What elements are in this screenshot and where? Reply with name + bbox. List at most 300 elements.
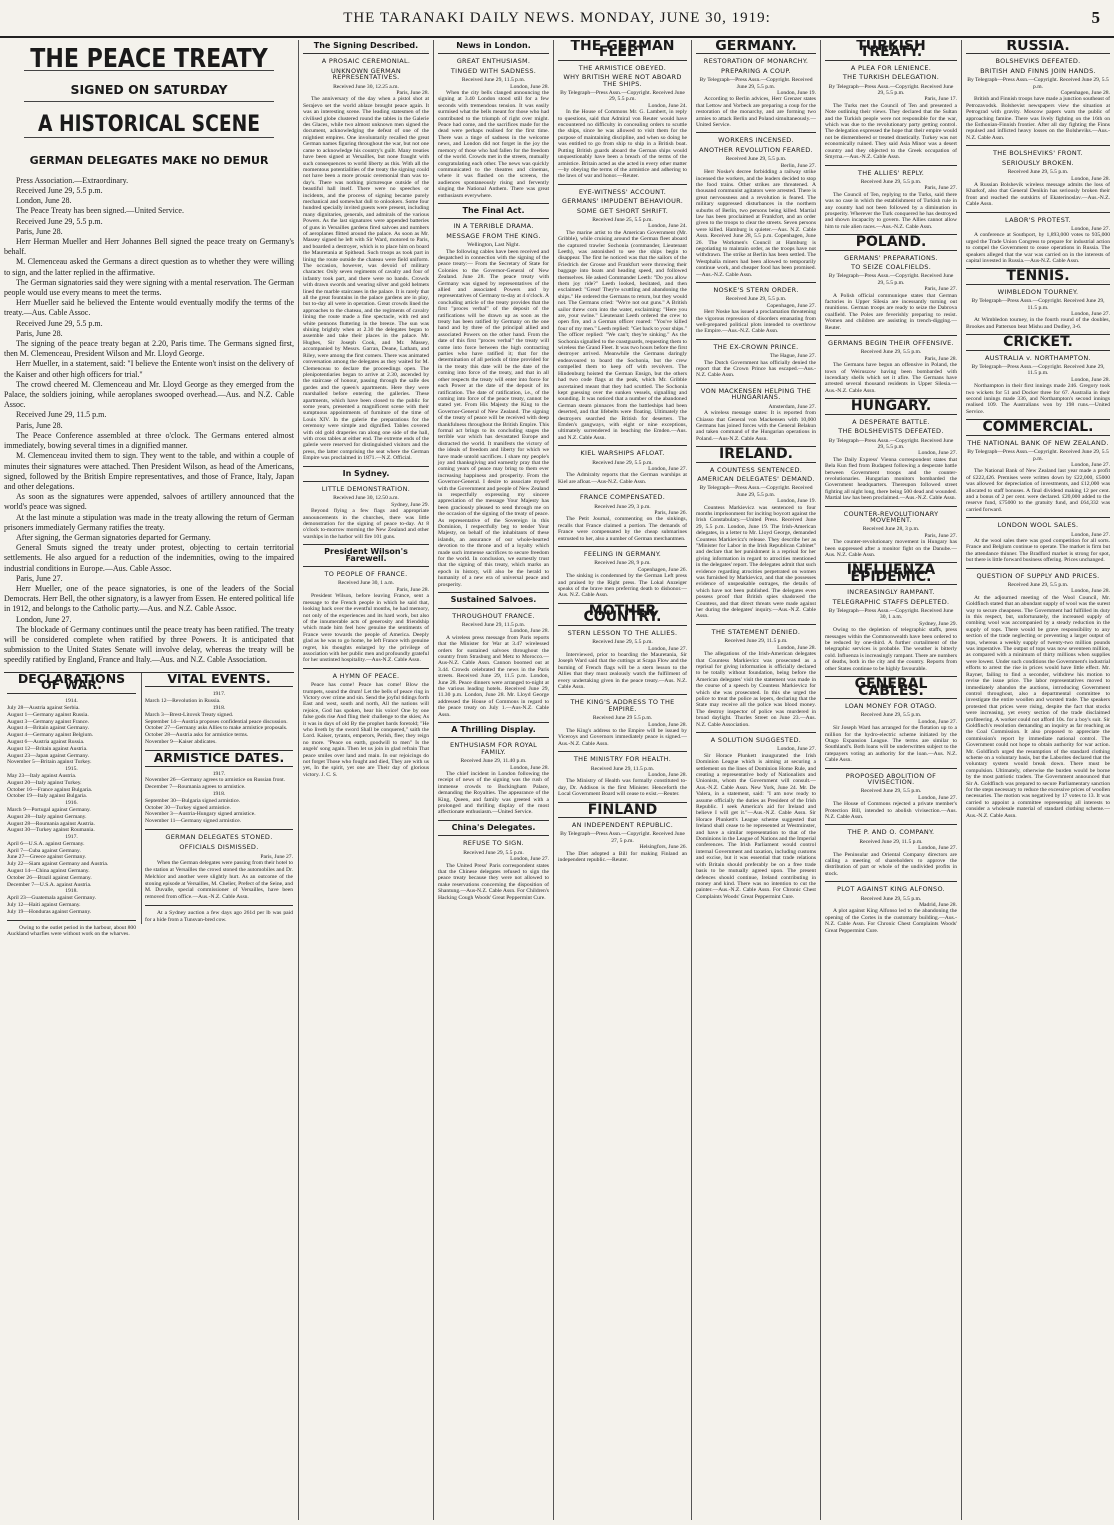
news-subheadline: COUNTER-REVOLUTIONARY MOVEMENT. xyxy=(843,509,939,524)
news-subheadline: SOME GET SHORT SHRIFT. xyxy=(576,206,669,215)
list-item: March 3—Brest-Litovsk Treaty signed. xyxy=(145,711,234,718)
news-subheadline: VON MACKENSEN HELPING THE HUNGARIANS. xyxy=(700,386,812,402)
news-subheadline: QUESTION OF SUPPLY AND PRICES. xyxy=(976,571,1100,580)
news-subheadline: STERN LESSON TO THE ALLIES. xyxy=(567,628,678,637)
divider xyxy=(696,624,816,625)
received-line: By Telegraph—Press Assn.—Copyright. Received June 29, 5.5 p.m. xyxy=(699,77,813,90)
list-item: August 4—Britain against Germany. xyxy=(7,725,89,732)
received-line: Received June 29, 5.5 p.m. xyxy=(860,349,922,356)
article-paragraph: London, June 27. xyxy=(16,614,72,624)
dateline: London, June 27. xyxy=(918,794,957,801)
news-subheadline: THE P. AND O. COMPANY. xyxy=(847,828,935,837)
news-headline: President Wilson's Farewell. xyxy=(324,547,408,563)
list-item: July 19—Honduras against Germany. xyxy=(7,908,92,915)
declarations-1918 xyxy=(7,895,136,915)
received-line: Received June 30, 12.25 a.m. xyxy=(333,83,399,90)
armistice-dates-title: ARMISTICE DATES. xyxy=(153,749,285,765)
received-line: Received June 29, 5.5 p.m. xyxy=(592,459,653,466)
news-item xyxy=(438,43,549,199)
news-headline: THE GERMAN FLEET xyxy=(570,40,675,61)
news-subheadline: MESSAGE FROM THE KING. xyxy=(446,231,541,240)
news-subheadline: A HYMN OF PEACE. xyxy=(332,671,400,680)
dateline: London, June 27. xyxy=(777,746,816,753)
news-subheadline: TO PEOPLE OF FRANCE. xyxy=(324,570,408,579)
news-body: The Turks met the Council of Ten and presented a Note outlining their views. They declared that the Sultan and the Turkish people were not responsible for the war, which was due to the revolutionary party getting control. The delegation expressed the hope that their empire would not be dismembered or treated drastically. Turkey was not economically ruined. They said Asia Minor was a desert country and they objected to the Greek occupation of Smyrna.—Aus.-N.Z. Cable Assn. xyxy=(825,102,957,161)
news-headline: HUNGARY. xyxy=(850,398,932,415)
year-heading: 1917. xyxy=(212,691,226,698)
dateline: Sydney, June 29. xyxy=(391,501,429,508)
article-paragraph: The blockade of Germany continues until the peace treaty has been ratified. The treaty will be considered complete when ratified by three Powers. It is anticipated that submission to the United States Senate will involve delay, whereas the treaty will be speedily ratified by England, France and Italy.—Aus. and N.Z. Cable Association. xyxy=(4,624,294,665)
news-body: The Daily Express' Vienna correspondent states that Bela Kun fled from Budapest following a desperate battle between Government troops and the counter-revolutionaries. Hungarian monitors bombarded the Government headquarters. Thereupon followed street fighting all night long, there being 500 dead and wounded. Martial law has been proclaimed.—Aus.-N.Z. Cable Assn. xyxy=(825,456,957,502)
article-paragraph: M. Clemenceau asked the Germans a direct question as to whether they were willing to sign, and the latter replied in the affirmative. xyxy=(4,257,294,277)
divider xyxy=(303,544,429,545)
news-subheadline: GERMANS' IMPUDENT BEHAVIOUR. xyxy=(561,197,684,206)
news-item xyxy=(966,517,1110,563)
article-paragraph: Received June 29, 11.5 p.m. xyxy=(16,410,107,420)
dateline: Paris, June 27. xyxy=(924,532,957,539)
article-paragraph: Paris, June 27. xyxy=(16,573,63,583)
article-paragraph: Paris, June 28. xyxy=(16,420,63,430)
news-subheadline: THE STATEMENT DENIED. xyxy=(711,627,801,636)
news-subheadline: TELEGRAPHIC STAFFS DEPLETED. xyxy=(832,597,950,606)
dateline: London, June 27. xyxy=(1071,531,1110,538)
article-paragraph: The crowd cheered M. Clemenceau and Mr. Lloyd George as they emerged from the Palace, the soldiers joining, while aeroplanes swooped overhead.—Aus. and N.Z. Cable Assoc. xyxy=(4,379,294,410)
news-body: The anniversary of the day when a pistol shot at Serajevo set the world ablaze brought peace again. It was an interesting scene. The leading statesmen of the civilised globe clustered round the tables in the Galerie des Glaces, while two almost unknown men signed the document, acknowledging the defeat of one of the mightiest empires. One involuntarily recalled the great German names figuring throughout the war, but not one came to acknowledge his country's guilt. Many treaties have been signed at Versailles, but none fraught with such consequences to world liberty as this. With all the momentous potentialities of the treaty the signing could not have been a more prosaic ceremonial than was to-day's. There was nothing picturesque outside of the beautiful hall itself. There were no speeches or incidents, and the process of signing became purely mechanical and somewhat dull to onlookers. Some four hundred specially invited guests were present, including many dignitaries, generals, and admirals of the various Powers. As the last signatures were appended batteries of guns in Versailles gardens fired salvoes and numbers of aeroplanes flitted around the palace. As soon as Mr. Massey signed he left with Sir Ward, motored to Paris, and boarded a destroyer, which is to place him on board the Mauretania at Spithead. Such troops as took part in lining the route outside the chateau were field uniform. The occasion, however, was devoid of military character. Only seven regiments of cavalry and four of infantry took part, and there were no bands. Crowds with drawn swords and wearing silver and gold helmets lined the marble staircases in the palace. It is rarely that all the great fountains in the palace gardens are in play, but to-day all were in operation. Great crowds lined the approaches to the chateau, and the regiments of cavalry lining the route made a fine spectacle, with red and white pennons fluttering in the breeze. The sun was shining brightly when at 2.30 the delegates began to assemble and take their places in the palace. Mr. Hughes, Sir Joseph Cook, and Mr. Massey, accompanied by Messrs. Garran, Deane, Latham, and Riley, were among the first comers. There was animated conversation among the delegates as they waited for M. Clemenceau to declare the proceedings open. The plenipotentiaries began to arrive at 2.30, ascended by the staircase of honour, passing through the salle des gardes and the queen's apartments. Here they were marshalled before entering the galleries. These apartments, which have been closed to the public for some years, presented a magnificent scene with their sumptuous appointments of furniture of the time of Louis XIV. In the galerie the preparations for the ceremony were simple and dignified. Tables covered with old gold draperies ran along one side of the hall, with cross tables at either end. The extreme ends of the galerie were reserved for distinguished visitors and the press, the latter comprising the seat where the German Empire was proclaimed in 1871.—N.Z. Official. xyxy=(303,96,429,462)
received-line: Received June 29 5.5 p.m. xyxy=(592,715,653,722)
news-body: The Council of Ten, replying to the Turks, said there was no case in which the establishment of Turkish rule in any country had not been followed by a diminution in prosperity. Wherever the Turk conquered he has destroyed and shown incapacity to govern. The Allies cannot allow him to rule alien races.—Aus.-N.Z. Cable Assn. xyxy=(825,191,957,230)
received-line: Received June 30, 1 a.m. xyxy=(337,580,395,587)
divider xyxy=(696,732,816,733)
list-item: November 9—Kaiser abdicates. xyxy=(145,738,217,745)
news-subheadline: A PLEA FOR LENIENCE. xyxy=(850,63,932,72)
news-subheadline: RESTORATION OF MONARCHY. xyxy=(703,57,809,66)
list-item: August 3—Germany against France. xyxy=(7,718,90,725)
year-heading: 1917. xyxy=(65,834,78,841)
divider xyxy=(24,101,274,102)
news-body: At Wimbledon tourney, in the fourth round of the doubles, Brookes and Patterson beat Mishu and Dudley, 3-6. xyxy=(966,317,1110,330)
divider xyxy=(825,335,957,336)
dateline: The Hague, June 27. xyxy=(769,353,816,360)
news-subheadline: PLOT AGAINST KING ALFONSO. xyxy=(837,885,945,894)
news-item xyxy=(966,334,1110,415)
news-item xyxy=(438,722,549,816)
list-item: August 12—Britain against Austria. xyxy=(7,745,88,752)
news-body: The Germans have begun an offensive in Poland, the town of Weiruszow having been bombarded with incendiary shells which set it afire. The Germans have arrested several thousand residents in Upper Silesia.—Aus.-N.Z. Cable Assn. xyxy=(825,362,957,394)
dateline: London, June 28. xyxy=(648,772,687,778)
declarations-1917 xyxy=(7,841,136,889)
news-subheadline: LONDON WOOL SALES. xyxy=(997,521,1079,530)
news-item xyxy=(558,694,687,747)
dateline: London, June 27. xyxy=(648,465,687,472)
article-paragraph: Paris, June 28. xyxy=(16,328,63,338)
dateline: Paris, June 27. xyxy=(924,185,957,192)
received-line: Received June 25, 5.5 p.m. xyxy=(592,216,653,223)
divider xyxy=(696,132,816,133)
list-item: March 12—Revolution in Russia. xyxy=(145,698,221,705)
dateline: London, June 28. xyxy=(510,628,549,635)
divider xyxy=(303,668,429,669)
news-item xyxy=(558,40,687,180)
year-heading: 1917. xyxy=(212,770,226,777)
dateline: London, June 24. xyxy=(648,223,687,230)
list-item: April 7—Cuba against Germany. xyxy=(7,847,81,854)
news-body: A wireless message states: It is reported from Chiasso that General von Mackensen with 10,000 Germans has joined forces with the General Belakun and taken command of the Hungarian operations in Poland.—Aus-N.Z. Cable Assn. xyxy=(696,410,816,442)
news-subheadline: AMERICAN DELEGATES' DEMAND. xyxy=(697,474,815,483)
received-line: By Telegraph—Press Assn.—Copyright. Received June 29, 5.5 p.m. xyxy=(699,485,813,498)
news-body: According to Berlin advices, Herr Grenzer states that Lettow and Vorbeck are preparing a coup for the restoration of the monarchy, and are forming two armies to attack Berlin and Poland simultaneously.—United Service. xyxy=(696,96,816,129)
news-body: The Peninsular and Oriental Company directors are calling a meeting of shareholders to approve the distribution of part or whole of the undivided profits in stock. xyxy=(825,851,957,877)
news-headline: China's Delegates. xyxy=(451,822,536,832)
headline-peace-treaty: THE PEACE TREATY xyxy=(30,44,268,74)
dateline: London, June 27. xyxy=(918,450,957,457)
year-heading: 1914. xyxy=(65,698,78,705)
article-paragraph: M. Clemenceau invited them to sign. They went to the table, and within a couple of minutes their signatures were attached. Then President Wilson, as head of the Americans, signed, followed by the British Empire representatives, and those of France, Italy, Japan and other delegations. xyxy=(4,451,294,491)
article-paragraph: As soon as the signatures were appended, salvoes of artillery announced that the world's peace was signed. xyxy=(4,492,294,512)
news-subheadline: PREPARING A COUP. xyxy=(721,66,791,75)
article-paragraph: The German signatories said they were signing with a mental reservation. The German people would use every means to meet the terms. xyxy=(4,277,294,298)
dateline: Copenhagen, June 28. xyxy=(1060,90,1110,97)
article-paragraph: General Smuts signed the treaty under protest, objecting to certain territorial settlements. He also argued for a reduction of the indemnities, owing to the impaired industrial conditions in Europe.—Aus. Cable Assoc. xyxy=(4,543,294,573)
news-body: The chief incident in London following the receipt of news of the signing was the rush of immense crowds to Buckingham Palace, demanding the Royalties. The appearance of the King, Queen, and family was greeted with a prolonged and thrilling display of the most affectionate enthusiasm.—United Service. xyxy=(438,771,549,816)
article-paragraph: Received June 29, 5.5 p.m. xyxy=(16,318,103,328)
news-subheadline: TO SEIZE COALFIELDS. xyxy=(850,262,932,271)
lower-columns xyxy=(4,670,294,938)
received-line: Received June 29, 5.5 p.m. xyxy=(860,712,922,719)
dateline: London, June 24. xyxy=(648,102,687,109)
list-item: June 27—Greece against Germany. xyxy=(7,854,87,861)
news-subheadline: THE BOLSHEVISTS DEFEATED. xyxy=(838,427,944,436)
news-subheadline: PROPOSED ABOLITION OF VIVISECTION. xyxy=(845,771,937,786)
news-subheadline: TINGED WITH SADNESS. xyxy=(450,66,537,75)
news-subheadline: BRITISH AND FINNS JOIN HANDS. xyxy=(980,66,1096,75)
masthead xyxy=(0,0,1114,38)
list-item: April 23—Guatemala against Germany. xyxy=(7,895,97,902)
list-item: March 9—Portugal against Germany. xyxy=(7,806,91,813)
hide-auction-note: At a Sydney auction a few days ago 261d per lb was paid for a hide from a Tunsvan-bred cow. xyxy=(145,910,293,923)
list-item: December 7—Roumania agrees to armistice. xyxy=(145,784,246,791)
dateline: Paris, June 27. xyxy=(260,853,293,860)
received-line: Received June 29, 5.5 p.m. xyxy=(1007,169,1069,176)
dateline: Paris, June 28. xyxy=(924,355,957,362)
news-body: At the wool sales there was good competition for all sorts. France and Belgium continue to operate. The market is firm but the attendance thinner. The Bradford market is strong for spot, but there is little forward business offering. Prices unchanged. xyxy=(966,537,1110,564)
dateline: Copenhagen, June 26. xyxy=(637,566,687,573)
received-line: Received June 29, 11.5 p.m. xyxy=(590,765,655,772)
news-item xyxy=(825,881,957,934)
news-headline: The Final Act. xyxy=(462,205,525,215)
news-item xyxy=(966,145,1110,207)
news-item xyxy=(303,466,429,541)
news-headline: POLAND. xyxy=(855,234,927,251)
list-item: August 23—Japan against Germany. xyxy=(7,752,89,759)
news-body: The Admiralty reports that the German warships at Kiel are afloat.—Aus-N.Z. Cable Assn. xyxy=(558,472,687,485)
news-item xyxy=(303,43,429,462)
divider xyxy=(966,212,1110,213)
news-subheadline: A SOLUTION SUGGESTED. xyxy=(710,735,802,744)
news-item xyxy=(558,802,687,864)
headline-historical-scene: A HISTORICAL SCENE xyxy=(37,112,261,138)
received-line: By Telegraph—Press Assn.—Copyright. Received June 29, 5.5 p.m. xyxy=(828,83,954,97)
subheadline-signed: SIGNED ON SATURDAY xyxy=(70,82,228,98)
news-item xyxy=(303,668,429,779)
list-item: October 19—Italy against Bulgaria. xyxy=(7,793,88,800)
dateline: London, June 28. xyxy=(510,764,549,771)
news-body: Countess Markievicz was sentenced to four months imprisonment for inciting boycott against the Irish Constabulary.—United Press. Received June 29, 5.5 p.m. London, June 19. The Irish-American delegates, in a letter to Mr. Lloyd George, demanded Countess Markievicz's release. They describe her as "Minister for Labor in the Irish Republican Cabinet" and declare that her punishment is a reprisal for her giving information in regard to atrocities mentioned in the delegates' report. The delegates admit that such evidence regarding atrocities perpetrated on women was furnished by Markievicz, and that she possesses evidence of unspeakable outrages, the details of which have not been published. The delegates even possess proof that British spies shadowed the Countess, and that direct threats were made against her during the delegates' inquiry.—Aus.-N.Z. Cable Assn. xyxy=(696,504,816,620)
news-body: A Russian Bolshevik wireless message admits the loss of Kharkof, also that General Denikin has seriously broken their front and reached the outskirts of Ekaterinoslav.—Aus.-N.Z. Cable Assn. xyxy=(966,181,1110,208)
received-line: By Telegraph—Press Assn.—Copyright. Received June 29, 11.5 p.m. xyxy=(971,298,1105,311)
news-subheadline: THE BOLSHEVIKS' FRONT. xyxy=(993,149,1083,158)
news-body: British and Finnish troops have made a junction southeast of Petrozavodsk. Bolshevist newspapers view the situation at Petrograd with gravity. Moscow papers warn the public of approaching famine. There was lively fighting on the 16th on the Esthonian-Finnish frontier. After all day fighting the Finns repulsed and inflicted heavy losses on the Bolsheviks.—Aus.-N.Z. Cable Assn. xyxy=(966,96,1110,141)
news-subheadline: GERMANS BEGIN THEIR OFFENSIVE. xyxy=(828,339,954,348)
list-item: November 3—Austria-Hungary signed armistice. xyxy=(145,811,256,818)
news-headline: News in London. xyxy=(456,41,531,50)
list-item: July 22—Siam against Germany and Austria. xyxy=(7,861,109,868)
news-item xyxy=(825,165,957,231)
news-item xyxy=(825,398,957,501)
news-body: A wireless press message from Paris reports that the Minister for War at 3.47 wirelessed orders for sustained salvoes throughout the country from Strasburg and Metz to Morocco.—Aus-N.Z. Cable Assn. Cannon boomed out at 3.44. Crowds celebrated the news in the Paris streets. Received June 29, 11.5 p.m. London, June 28. Peace dinners were arranged to-night at the various leading hotels. Received June 29, 11.30 p.m. London, June 28. Mr. Lloyd George addressed the House of Commons in regard to the peace treaty on July 1.—Aus-N.Z. Cable Assn. xyxy=(438,634,549,718)
divider xyxy=(558,489,687,490)
news-item xyxy=(558,445,687,485)
news-body: President Wilson, before leaving France, sent a message to the French people in which he said that, looking back over the eventful months, he had memory, not only of the experiences and its hard work, but also of the innumerable acts of generosity and friendship which made him feel how genuine the sentiments of France were towards the people of America. Deeply glad as he was to go home, he left France with genuine regret, his thoughts enlarged by the privilege of association with her public men and profoundly grateful for her unstinted hospitality.—Aus-N.Z. Cable Assn. xyxy=(303,593,429,664)
news-headline: GENERAL CABLES. xyxy=(854,676,928,699)
armistice-1917 xyxy=(145,777,293,791)
news-subheadline: IN A TERRIBLE DRAMA. xyxy=(453,222,534,231)
vital-1917 xyxy=(145,698,293,705)
list-item: October 30—Turkey signed armistice. xyxy=(145,804,231,811)
page-number: 5 xyxy=(1091,8,1100,27)
received-line: Received June 29, 5.5 p.m. xyxy=(592,639,653,646)
list-item: August 28—Italy against Germany. xyxy=(7,813,87,820)
received-line: Received June 29, 3 p.m. xyxy=(594,503,651,510)
news-body: The Ministry of Health was formally constituted to-day, Dr. Addison is the first Minister. Henceforth the Local Government Board will cease to exist.—Reuter. xyxy=(558,778,687,798)
dateline: London, June 28. xyxy=(1071,588,1110,595)
news-body: At the adjourned meeting of the Wool Council, Mr. Goldfinch stated that an abundant supply of wool was the surest way to secure cheapness. The Government had fulfilled its duty in this respect, but, unfortunately, the increased supply of combing wool was accompanied by a steady reduction in the supply of tops. There would be grave responsibility to any section of the trade neglecting or preventing a larger output of tops, whereas a weekly supply of twenty-two million pounds was imperative. The output of tops was now seventeen million, as compared with a minimum of thirty millions when supplies were lowest. Under such conditions the Government's industrial efforts to arrest the rise in prices would have little effect. Mr. Rayner, failing to find a seconder, withdrew his motion to revise the issue price. The labor representatives moved to immediately abandon the auctions, introducing Government control throughout, also a departmental committee to investigate the entire woollen and worsted trade. The speakers protested that prices were rising, despite the fact that stocks were increasing, yet every section of the trade disclaimed profiteering. A worker could not afford 10s. for a boy's suit. Sir Goldfinch's resolution demanding an inquiry as far reaching as the Coal Commission. It also proposed to appreciate the commission's report by immediate national control. The Government could not hope to obtain authority for war action. Mr. Goldfinch urged the resumption of the standard clothing scheme on a voluntary basis, but the Laborites declared that the voluntary system would break down. There must be compulsion. Ultimately, otherwise the burden would be borne by the most patriotic traders. The Government announced that Sir A. Goldfinch was prepared to secure Parliamentary sanction for the steps necessary to reduce the excessive prices of woollen necessaries. The motion was negatived by 17 votes to 13. It was carried to appoint a committee representing all interests to consider a wholesale material of standard clothing scheme.—Aus.-N.Z. Cable Assn. xyxy=(966,594,1110,819)
received-line: By Telegraph—Press Assn.—Copyright. Received June 30, 1 a.m. xyxy=(828,608,954,621)
news-headline: MOTHER COUNTRY. xyxy=(583,602,662,626)
treaty-article-body xyxy=(4,176,294,666)
column-signing-described xyxy=(298,40,433,1520)
list-item: October 28—Austria asks for armistice terms. xyxy=(145,732,249,739)
column-news-in-london xyxy=(433,40,553,1520)
news-body: Interviewed, prior to boarding the Mauretania, Sir Joseph Ward said that the cuttings at Scapa Flow and the burning of French flags will be a stern lesson to the Allies that they must zealously watch the fulfilment of every undertaking given in the peace treaty.—Aus. N.Z. Cable Assn. xyxy=(558,651,687,690)
column-turkish-treaty xyxy=(820,40,961,1520)
article-paragraph: The Peace Conference assembled at three o'clock. The Germans entered almost immediately, bowing several times in a dignified manner. xyxy=(4,430,294,451)
news-item xyxy=(558,751,687,797)
news-subheadline: LOAN MONEY FOR OTAGO. xyxy=(844,701,938,710)
divider xyxy=(966,568,1110,569)
dateline: London, June 28. xyxy=(648,721,687,728)
article-paragraph: After signing, the German signatories departed for Germany. xyxy=(16,532,211,542)
dateline: Copenhagen, June 27. xyxy=(766,302,816,309)
news-headline: In Sydney. xyxy=(342,468,390,478)
received-line: Received June 29, 5.5 p.m. xyxy=(725,296,787,303)
list-item: September 30—Bulgaria signed armistice. xyxy=(145,797,241,804)
dateline: London, June 19. xyxy=(777,498,816,505)
list-item: August 6—Austria against Russia. xyxy=(7,738,85,745)
article-paragraph: At the last minute a stipulation was made in the treaty allowing the return of German prisoners immediately Germany ratifies the treaty. xyxy=(4,512,294,532)
news-item xyxy=(303,544,429,664)
news-subheadline: THE ALLIES' REPLY. xyxy=(857,168,925,177)
declarations-1916 xyxy=(7,807,136,834)
news-subheadline: THE KING'S ADDRESS TO THE EMPIRE. xyxy=(570,698,675,713)
dateline: Paris, June 28. xyxy=(396,90,429,97)
divider xyxy=(303,466,429,467)
armistice-1918 xyxy=(145,798,293,825)
list-item: November 5—Britain against Turkey. xyxy=(7,759,92,766)
divider xyxy=(825,881,957,882)
wharf-note: Owing to the outlet period in the harbour, about 800 Auckland wharfies were without work on the wharves. xyxy=(7,924,136,938)
article-paragraph: London, June 28. xyxy=(16,196,72,206)
news-body: The House of Commons rejected a private member's Protection Bill, intended to abolish vivisection.—Aus. N.Z. Cable Assn. xyxy=(825,801,957,820)
news-body: The following cables have been received and despatched in connection with the signing of the peace treaty:— From the Secretary of State for Colonies to the Governor-General of New Zealand. June 28. The peace treaty with Germany was signed by representatives of the allied and associated Powers and by representatives of Germany to-day at 4 o'clock. A concluding article of the treaty provides that the first "proces verbal" of the deposit of the ratifications will be drawn up as soon as the treaty has been ratified by Germany on the one hand and by three of the principal allied and associated Powers on the other hand. From the date of this first "proces verbal" the treaty will come into force between the high contracting parties who have ratified it; that for the determination of all periods of time provided for in the treaty this date will be the date of the coming into force of the treaty, and that in all other respects the treaty will enter into force for each Power at the date of the deposit of its ratification. The date of ratification, i.e., of the coming into force of the peace treaty, cannot be stated yet. From His Majesty the King to the Governor-General of New Zealand. The signing of the treaty of peace will be received with deep thankfulness throughout the British Empire. This formal act brings to its concluding stages the terrible war which has devastated Europe and distracted the world. It manifests the victory of the ideals of freedom and liberty for which we have made untold sacrifices. I share my people's joy and thanksgiving and earnestly pray that the coming years of peace may bring to them ever increasing happiness and prosperity. From the Governor-General. I desire to associate myself with the Government and people of New Zealand in respectfully expressing my sincere appreciation of the message Your Majesty has been graciously pleased to send through me on the occasion of the signing of the treaty of peace. As representative of the Sovereign in this Dominion, I respectfully beg to tender Your Majesty, on behalf of the inhabitants of these islands, an assurance of our whole-hearted devotion to the throne and of a loyalty which made such immense sacrifices to secure freedom for the world. In conclusion, we earnestly trust that the signing of this treaty, which marks an epoch in history, will also be the herald to humanity of a new era of universal peace and prosperity. xyxy=(438,248,549,588)
news-item xyxy=(966,212,1110,265)
list-item: October 27—Germany asks Allies to make armistice proposals. xyxy=(145,725,288,732)
list-item: August 4—Germany against Belgium. xyxy=(7,732,94,739)
news-subheadline: LABOR'S PROTEST. xyxy=(1005,215,1071,224)
dateline: London, June 27. xyxy=(1071,225,1110,232)
article-paragraph: Press Association.—Extraordinary. xyxy=(16,175,129,185)
news-item xyxy=(825,234,957,331)
news-headline: CRICKET. xyxy=(1003,334,1073,351)
news-subheadline: KIEL WARSHIPS AFLOAT. xyxy=(580,449,665,458)
list-item: November 11—Germany signed armistice. xyxy=(145,818,242,825)
news-item xyxy=(696,132,816,278)
news-body: The allegations of the Irish-American delegates that Countess Markievicz was prosecuted as a reprisal for giving information is officially declared to be totally without foundation, being before the American delegates' visit the statement was made in the course of a speech by Countess Markievicz for which she was prosecuted. In this she urged the police to treat the police as lepers, declaring that the State may receive all the police was blood money. The destroy inspector of police was murdered in broad daylight. Thurles Street on June 23.—Aus. N.Z. Cable Association. xyxy=(696,651,816,728)
news-body: Owing to the depletion of telegraphic staffs, press messages within the Commonwealth have been ordered to be reduced by one-third. A further curtailment of the telegraphic services is probable. The weather is bitterly cold. Influenza is increasingly rampant. There are numbers of deaths, both in the city and the country. Reports from other States continue to be highly favourable. xyxy=(825,627,957,672)
dateline: Paris, June 17. xyxy=(924,96,957,103)
news-headline: FINLAND xyxy=(587,801,658,818)
received-line: By Telegraph—Press Assn.—Copyright. Received June 29, 5.5 p.m. xyxy=(828,273,954,286)
news-headline: TURKISH TREATY. xyxy=(856,40,926,61)
divider xyxy=(825,165,957,166)
news-headline: GERMANY. xyxy=(715,40,797,54)
year-heading: 1918. xyxy=(212,790,226,797)
divider xyxy=(825,506,957,507)
news-item xyxy=(696,446,816,620)
news-item xyxy=(696,624,816,728)
news-subheadline: GREAT ENTHUSIASM. xyxy=(456,57,531,66)
received-line: Received June 29, 11.40 p.m. xyxy=(460,758,527,765)
received-line: Received June 29, 5.5 p.m. xyxy=(860,788,922,795)
news-subheadline: AN INDEPENDENT REPUBLIC. xyxy=(571,821,674,830)
news-body: The United Press' Paris correspondent states that the Chinese delegates refused to sign the peace treaty because they were not allowed to make reservations concerning the disposition of Shantung.—Aus-N.Z. Cable Assn. For Children's Hacking Cough Woods' Great Peppermint Cure. xyxy=(438,862,549,901)
dateline: Helsingfors, June 26. xyxy=(639,844,687,851)
dateline: London, June 28. xyxy=(1071,175,1110,182)
news-subheadline: THE TURKISH DELEGATION. xyxy=(842,73,940,82)
news-subheadline: REFUSE TO SIGN. xyxy=(462,839,525,848)
stoned-text: When the German delegates were passing from their hotel to the station at Versailles the crowd stoned the automobiles and Dr. Melchior and another were slightly hurt. As an outcome of the stoning episode at Versailles, M. Chelier, Prefect of the Seine, and M. Duvalle, special commissioner of Versailles, have been removed from office.—Aus.-N.Z. Cable Assn. xyxy=(145,860,293,901)
received-line: Wellington, Last Night. xyxy=(467,242,520,249)
divider xyxy=(825,768,957,769)
year-heading: 1918. xyxy=(212,704,226,711)
article-paragraph: Received June 29, 5.5 p.m. xyxy=(16,186,103,196)
news-subheadline: WORKERS INCENSED. xyxy=(718,136,794,145)
dateline: London, June 27. xyxy=(510,856,549,863)
divider xyxy=(966,145,1110,146)
news-body: The King's address to the Empire will be issued by Viceroys and Governors immediately peace is signed.—Aus.-N.Z. Cable Assn. xyxy=(558,727,687,747)
dateline: London, June 28. xyxy=(510,83,549,90)
received-line: Received June 29, 11.5 p.m. xyxy=(859,838,923,845)
list-item: October 16—France against Bulgaria. xyxy=(7,786,93,793)
news-item xyxy=(825,40,957,161)
dateline: Amsterdam, June 27. xyxy=(768,403,816,410)
dateline: London, June 27. xyxy=(918,718,957,725)
list-item: August 14—China against Germany. xyxy=(7,868,90,875)
declarations-1915 xyxy=(7,773,136,800)
vital-events xyxy=(141,670,296,924)
column-peace-treaty xyxy=(0,40,298,1520)
vital-events-title: VITAL EVENTS. xyxy=(167,670,271,686)
received-line: By Telegraph—Press Assn.—Copyright. Received June 29, 11.5 p.m. xyxy=(971,364,1105,377)
news-subheadline: WIMBLEDON TOURNEY. xyxy=(997,287,1079,296)
news-item xyxy=(558,546,687,599)
received-line: Received June 29, 5.5 p.m. xyxy=(725,156,787,163)
list-item: August 1—Germany against Russia. xyxy=(7,711,89,718)
received-line: By Telegraph—Press Assn.—Copyright. Received June 29, 5.5 p.m. xyxy=(828,437,954,450)
news-body: The Dutch Government has officially denied the report that the Crown Prince has escaped.—Aus.-N.Z. Cable Assn. xyxy=(696,359,816,379)
divider xyxy=(438,203,549,204)
dateline: Paris, June 27. xyxy=(924,286,957,293)
news-subheadline: NOSKE'S STERN ORDER. xyxy=(713,286,799,294)
received-line: Received June 29, 5.5 p.m. xyxy=(860,178,922,185)
divider xyxy=(696,383,816,384)
news-headline: IRELAND. xyxy=(719,446,793,463)
stoned-subheadline: OFFICIALS DISMISSED. xyxy=(179,842,259,851)
received-line: Received June 29, 5.5 p.m. xyxy=(1007,582,1069,588)
list-item: August 30—Turkey against Roumania. xyxy=(7,827,95,834)
newspaper-title: THE TARANAKI DAILY NEWS. MONDAY, JUNE 30, 1919: xyxy=(343,10,771,26)
news-subheadline: A DESPERATE BATTLE. xyxy=(852,417,930,426)
news-subheadline: THE ARMISTICE OBEYED. xyxy=(578,63,667,72)
news-item xyxy=(696,732,816,900)
received-line: Received June 29, 11.5 p.m. xyxy=(724,638,788,645)
dateline: Sydney, June 29. xyxy=(919,620,957,627)
divider xyxy=(558,751,687,752)
received-line: Received June 29, 5.5 p.m. xyxy=(463,849,524,856)
news-headline: Sustained Salvoes. xyxy=(450,595,537,605)
news-subheadline: THE NATIONAL BANK OF NEW ZEALAND. xyxy=(967,438,1109,447)
received-line: Received June 29, 5.5 p.m. xyxy=(860,895,922,902)
news-subheadline: EYE-WITNESS' ACCOUNT. xyxy=(578,187,667,196)
news-body: Beyond flying a few flags and appropriate announcements in the churches, there was little demonstration for the signing of peace to-day. At 8 o'clock to-morrow morning the New Zealand and other warships in the harbor will fire 101 guns. xyxy=(303,508,429,540)
news-subheadline: THROUGHOUT FRANCE. xyxy=(452,611,535,620)
news-item xyxy=(558,184,687,441)
news-headline: A Thrilling Display. xyxy=(451,725,536,734)
news-body: The Petit Journal, commenting on the sinkings, recalls that France claimed a portion. The demands of France were compensated by the cheap submarines entrusted to her, also a number of German merchantmen. xyxy=(558,516,687,542)
news-item xyxy=(825,676,957,763)
news-item xyxy=(966,268,1110,330)
received-line: Received June 29, 11.5 p.m. xyxy=(461,621,526,628)
article-paragraph: The signing of the peace treaty began at 2.20, Paris time. The Germans signed first, then M. Clemenceau, President Wilson and Mr. Lloyd George. xyxy=(4,339,294,359)
divider xyxy=(438,592,549,593)
news-headline: RUSSIA. xyxy=(1006,40,1070,54)
dateline: London, June 28. xyxy=(777,644,816,651)
news-item xyxy=(438,203,549,588)
news-body: The National Bank of New Zealand last year made a profit of £222,426. Premises were written down by £22,000, £5000 was allowed for depreciation of investments, and £12,000 was allocated to staff bonuses. A final dividend making 12 per cent. and a bonus of 2 per cent. were declared. £20,000 added to the reserve fund, £75000 to the gratuity fund, and £64,332 was carried forward. xyxy=(966,468,1110,513)
list-item: October 26—Brazil against Germany. xyxy=(7,874,92,881)
divider xyxy=(558,546,687,547)
news-item xyxy=(696,339,816,379)
news-item xyxy=(438,592,549,718)
divider xyxy=(558,694,687,695)
news-body: A plot against King Alfonso led to the abandoning the opening of the Cortes in the customary building.—Aus.-N.Z. Cable Assn. For Chronic Chest Complaints Woods' Great Peppermint Cure. xyxy=(825,908,957,934)
news-body: The Diet adopted a Bill for making Finland an independent republic.—Reuter. xyxy=(558,850,687,864)
news-subheadline: INCREASINGLY RAMPANT. xyxy=(847,588,935,597)
list-item: April 6—U.S.A. against Germany. xyxy=(7,840,85,847)
news-headline: INFLUENZA EPIDEMIC. xyxy=(846,562,936,585)
list-item: May 23—Italy against Austria. xyxy=(7,772,77,779)
news-item xyxy=(825,506,957,559)
news-item xyxy=(696,40,816,129)
